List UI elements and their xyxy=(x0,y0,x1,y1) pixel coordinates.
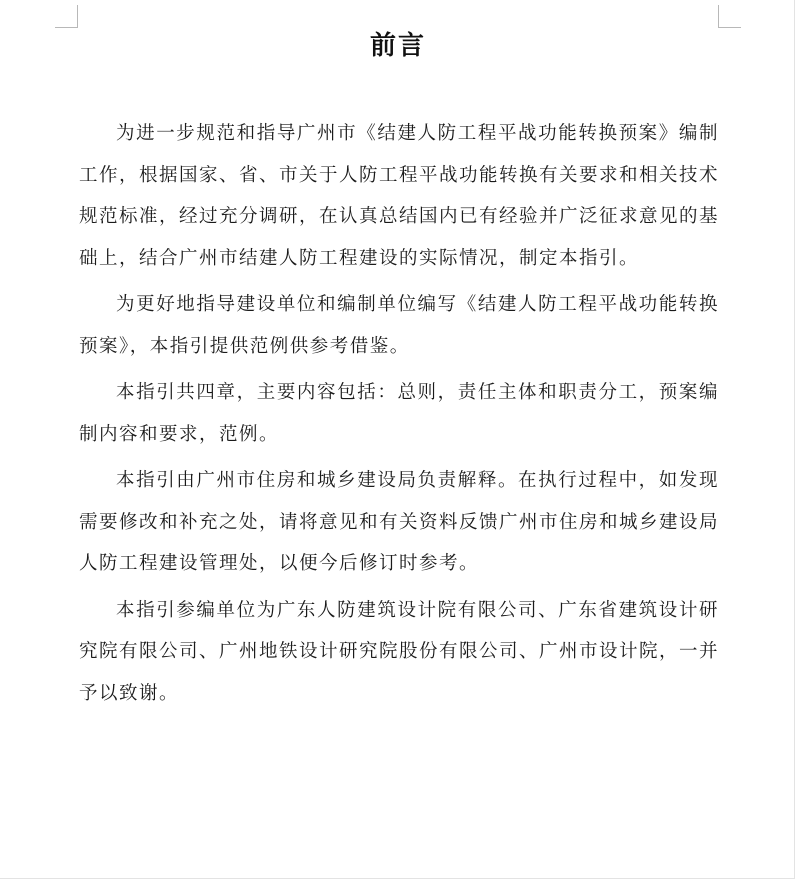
paragraph-guidance: 为更好地指导建设单位和编制单位编写《结建人防工程平战功能转换预案》，本指引提供范例供参考借鉴。 xyxy=(79,294,719,357)
page-corner-mark-top-right xyxy=(718,5,741,28)
document-body xyxy=(79,113,719,719)
page-corner-mark-top-left xyxy=(55,5,78,28)
paragraph-acknowledgement: 本指引参编单位为广东人防建筑设计院有限公司、广东省建筑设计研究院有限公司、广州地铁设计研究院股份有限公司、广州市设计院，一并予以致谢。 xyxy=(79,599,720,704)
document-title: 前言 xyxy=(369,31,426,61)
paragraph-contents: 本指引共四章，主要内容包括：总则，责任主体和职责分工，预案编制内容和要求，范例。 xyxy=(79,382,719,445)
paragraph-purpose: 为进一步规范和指导广州市《结建人防工程平战功能转换预案》编制工作，根据国家、省、市关于人防工程平战功能转换有关要求和相关技术规范标准，经过充分调研，在认真总结国内已有经验并广泛征求意见的基础上，结合广州市结建人防工程建设的实际情况，制定本指引。 xyxy=(79,123,720,269)
paragraph-interpretation: 本指引由广州市住房和城乡建设局负责解释。在执行过程中，如发现需要修改和补充之处，请将意见和有关资料反馈广州市住房和城乡建设局人防工程建设管理处，以便今后修订时参考。 xyxy=(79,470,720,574)
